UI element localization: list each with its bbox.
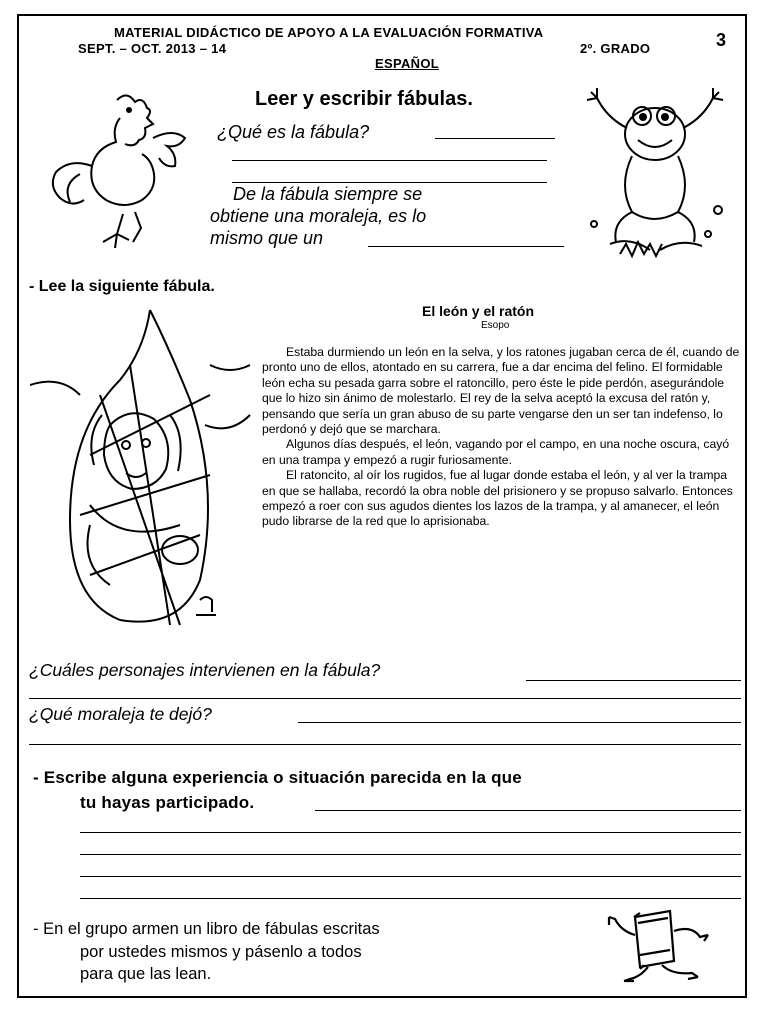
group-instruction-line1: - En el grupo armen un libro de fábulas escritas: [33, 920, 380, 938]
header-title: MATERIAL DIDÁCTICO DE APOYO A LA EVALUACIÓN FORMATIVA: [114, 25, 544, 40]
question-what-is-fable: ¿Qué es la fábula?: [217, 122, 370, 142]
fable-title: El león y el ratón: [422, 303, 535, 319]
fable-author: Esopo: [481, 320, 510, 331]
header-grade: 2º. GRADO: [580, 41, 651, 56]
group-instruction-line3: para que las lean.: [80, 965, 212, 983]
moral-text-line1: De la fábula siempre se: [233, 184, 423, 204]
fable-paragraph: Algunos días después, el león, vagando por el campo, en una noche oscura, cayó en una trampa y empezó a rugir furiosamente.: [262, 437, 730, 467]
reading-instruction: - Lee la siguiente fábula.: [29, 278, 215, 295]
lion-in-net-icon: [30, 305, 255, 635]
fable-paragraph: Estaba durmiendo un león en la selva, y los ratones jugaban cerca de él, cuando de pronto uno de ellos, atontado en su carrera, fue a dar encima del felino. El formidable león echa su pesada garra sobre el ratoncillo, pero éste le pide perdón, asegurándole que lo hizo sin ánimo de molestarlo. El rey de la selva aceptó la excusa del ratón y, pensando que sería un gran abuso de su parte vengarse den un ser tan indefenso, lo perdonó y dejó que se marchara.: [262, 345, 740, 437]
page-title: Leer y escribir fábulas.: [255, 88, 473, 110]
frog-icon: [580, 84, 730, 269]
answer-line[interactable]: [29, 744, 741, 745]
moral-text-line2: obtiene una moraleja, es lo: [210, 206, 427, 226]
answer-line[interactable]: [29, 698, 741, 699]
answer-line[interactable]: [435, 138, 555, 139]
fable-text: [262, 345, 740, 530]
page-number: 3: [716, 30, 727, 50]
walking-book-icon: [600, 905, 730, 985]
fable-paragraph: El ratoncito, al oír los rugidos, fue al lugar donde estaba el león, y al ver la trampa en que se hallaba, recordó la obra noble del prisionero y se propuso salvarlo. Entonces empezó a roer con sus agudos dientes los lazos de la trampa, y al amanecer, el león pudo librarse de la red que lo aprisionaba.: [262, 468, 733, 529]
answer-line[interactable]: [526, 680, 741, 681]
answer-line[interactable]: [80, 832, 741, 833]
answer-line[interactable]: [298, 722, 741, 723]
answer-line[interactable]: [80, 898, 741, 899]
answer-line[interactable]: [232, 160, 547, 161]
question-moral: ¿Qué moraleja te dejó?: [29, 704, 212, 724]
answer-line[interactable]: [315, 810, 741, 811]
rooster-icon: [45, 88, 195, 258]
subject-label: ESPAÑOL: [375, 56, 439, 71]
experience-instruction-line1: - Escribe alguna experiencia o situación parecida en la que: [33, 768, 522, 787]
answer-line[interactable]: [368, 246, 564, 247]
question-characters: ¿Cuáles personajes intervienen en la fábula?: [29, 660, 381, 680]
experience-instruction-line2: tu hayas participado.: [80, 793, 255, 812]
answer-line[interactable]: [80, 876, 741, 877]
header-period: SEPT. – OCT. 2013 – 14: [78, 41, 227, 56]
group-instruction-line2: por ustedes mismos y pásenlo a todos: [80, 943, 362, 961]
answer-line[interactable]: [80, 854, 741, 855]
answer-line[interactable]: [232, 182, 547, 183]
moral-text-line3: mismo que un: [210, 228, 324, 248]
